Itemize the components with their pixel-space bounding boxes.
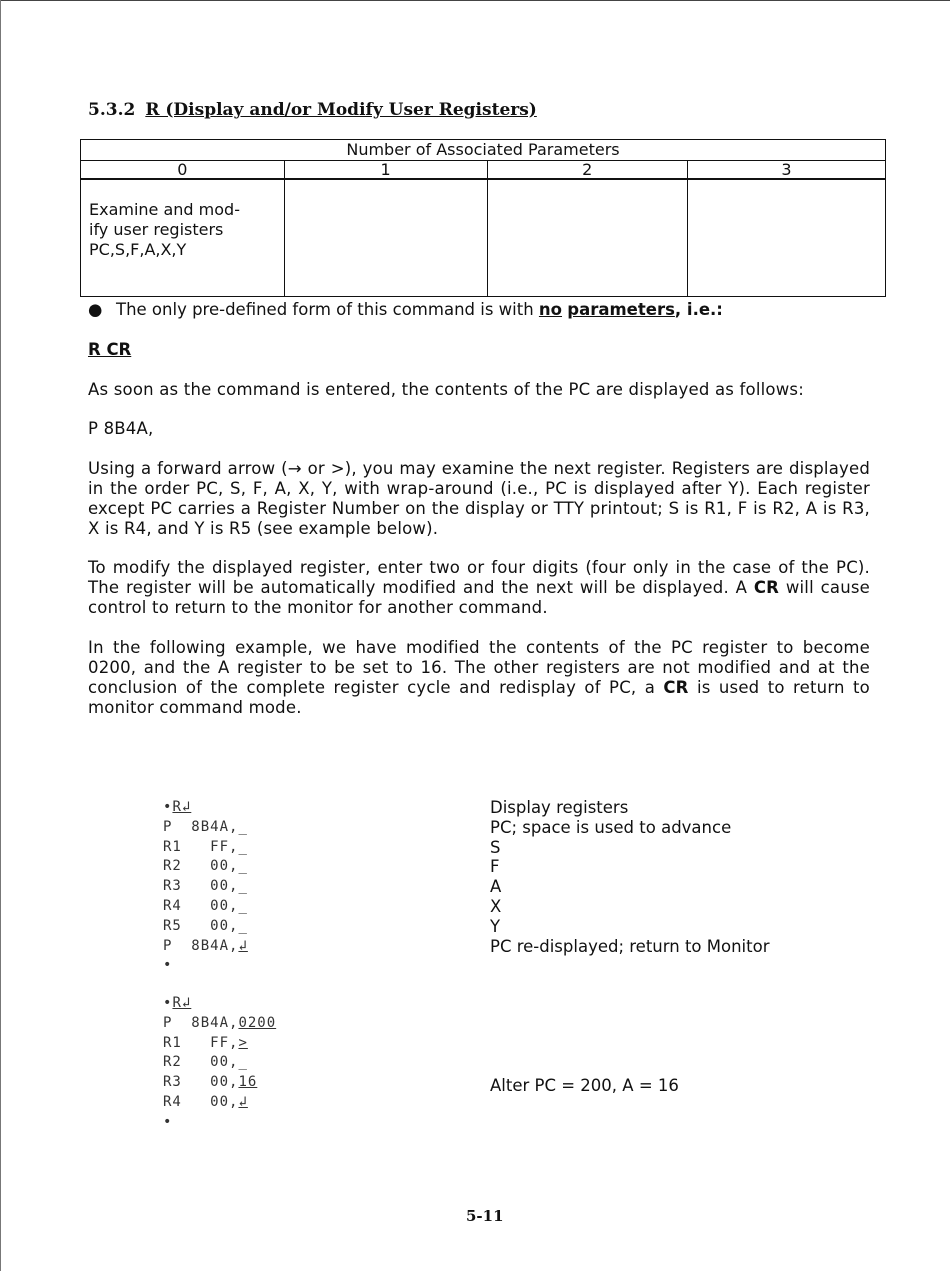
text: , i.e.:: [674, 300, 723, 319]
page-edge-left: [0, 0, 1, 1271]
cell-line: ify user registers: [89, 220, 224, 239]
table-header: Number of Associated Parameters: [81, 140, 886, 161]
terminal-line: R4 00,_: [163, 897, 248, 914]
section-number: 5.3.2: [88, 100, 136, 120]
emphasis-parameters: parameters: [567, 300, 675, 319]
column-0: 0: [81, 161, 285, 180]
paragraph-example: [88, 638, 870, 718]
terminal-line: P 8B4A,_: [163, 818, 248, 835]
description-line: PC; space is used to advance: [490, 817, 732, 837]
paragraph-navigation: Using a forward arrow (→ or >), you may examine the next register. Registers are displayed in the order PC, S, F, A, X, Y, with wrap-around (i.e., PC is displayed after Y). Each register except PC carries a Register Number on the display or TTY printout; S is R1, F is R2, A is R3, X is R4, and Y is R5 (see example below).: [88, 459, 870, 538]
terminal-line: R4 00,↲: [163, 1093, 248, 1110]
terminal-line: P 8B4A,0200: [163, 1014, 277, 1031]
emphasis-cr: CR: [753, 578, 780, 597]
page-edge-top: [0, 0, 950, 1]
terminal-line: R2 00,_: [163, 1054, 248, 1071]
cell-0-params: [81, 179, 285, 297]
terminal-line: •R↲: [163, 799, 192, 815]
cell-2-params: [487, 179, 687, 297]
terminal-line: R3 00,_: [163, 878, 248, 895]
terminal-line: R1 FF,_: [163, 838, 248, 855]
cell-3-params: [687, 179, 885, 297]
text: To modify the displayed register, enter two or four digits (four only in the case of the PC). The register will be automatically modified and the next will be displayed. A: [88, 558, 870, 597]
terminal-line: R3 00,16: [163, 1074, 258, 1091]
parameters-table: [80, 139, 886, 297]
text: The only pre-defined form of this command is with: [116, 300, 539, 319]
terminal-line: R1 FF,>: [163, 1034, 248, 1051]
description-line: X: [490, 896, 502, 916]
command-syntax: R CR: [88, 340, 132, 359]
example-1-descriptions: [490, 798, 770, 956]
paragraph-modify: [88, 558, 870, 618]
emphasis-no: no: [538, 300, 563, 319]
terminal-line: R2 00,_: [163, 858, 248, 875]
column-2: 2: [487, 161, 687, 180]
column-1: 1: [284, 161, 487, 180]
terminal-line: •: [163, 957, 173, 974]
description-line: F: [490, 857, 500, 877]
emphasis-cr: CR: [663, 678, 689, 697]
bullet-note: [88, 300, 723, 320]
bullet-dot-icon: ●: [88, 300, 103, 319]
description-line: A: [490, 877, 502, 897]
text: In the following example, we have modified the contents of the PC register to become 0200, and the A register to be set to 16. The other registers are not modified and at the conclusion of the complete register cycle and redisplay of PC, a: [88, 638, 870, 697]
description-line: Display registers: [490, 798, 629, 817]
pc-display-sample: P 8B4A,: [88, 419, 154, 438]
description-line: Y: [490, 916, 501, 936]
cell-line: PC,S,F,A,X,Y: [89, 240, 187, 259]
cell-line: Examine and mod-: [89, 200, 240, 219]
terminal-line: •: [163, 1113, 173, 1130]
terminal-line: P 8B4A,↲: [163, 937, 248, 954]
section-heading: [88, 100, 537, 120]
terminal-line: •R↲: [163, 995, 192, 1011]
text: is used to return to monitor command mode.: [88, 678, 870, 717]
terminal-example-1: [163, 798, 248, 976]
description-line: PC re-displayed; return to Monitor: [490, 936, 770, 956]
description-line: S: [490, 837, 501, 857]
terminal-line: R5 00,_: [163, 917, 248, 934]
section-title: R (Display and/or Modify User Registers): [145, 100, 537, 120]
text: will cause control to return to the monitor for another command.: [88, 578, 870, 617]
terminal-example-2: [163, 994, 276, 1133]
page-number: 5-11: [466, 1207, 504, 1225]
description-line: Alter PC = 200, A = 16: [490, 1076, 679, 1095]
example-2-description: [490, 1076, 679, 1096]
cell-1-params: [284, 179, 487, 297]
column-3: 3: [687, 161, 885, 180]
paragraph-intro: As soon as the command is entered, the contents of the PC are displayed as follows:: [88, 380, 804, 399]
